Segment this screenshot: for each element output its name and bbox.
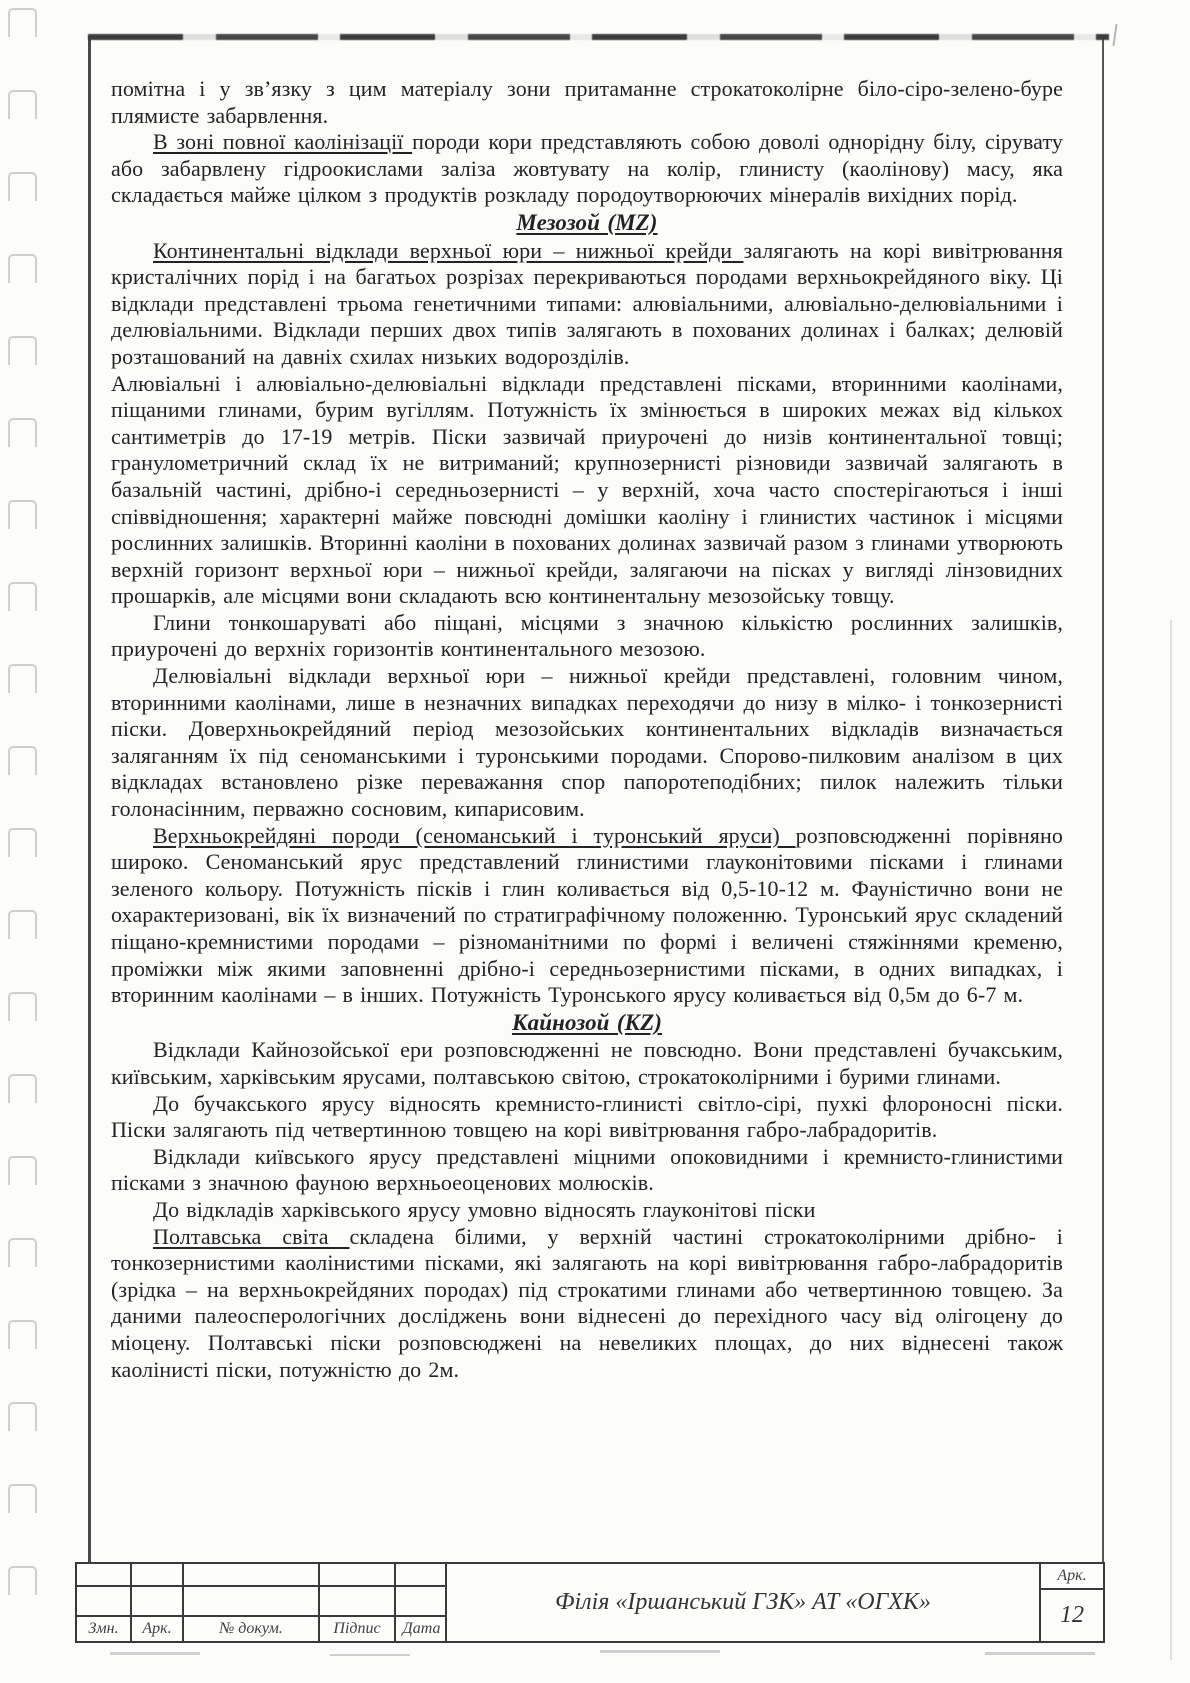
sheet-label: Арк. [1041, 1564, 1103, 1590]
underlined-phrase: Верхньокрейдяні породи (сеноманський і туронський яруси) [153, 822, 796, 848]
paragraph [111, 610, 1063, 663]
binding-mark [8, 254, 37, 283]
paragraph [111, 1197, 1063, 1224]
paragraph [111, 129, 1063, 209]
binding-mark [8, 582, 37, 611]
scan-artifact [110, 1652, 200, 1655]
stamp-label-zmn: Змн. [77, 1615, 132, 1641]
stamp-cell [396, 1585, 447, 1615]
binding-mark [8, 1238, 37, 1267]
binding-mark [8, 90, 37, 119]
underlined-phrase: Континентальні відклади верхньої юри – нижньої крейди [153, 237, 744, 263]
text-content [111, 76, 1063, 1383]
stamp-cell [320, 1585, 396, 1615]
scan-artifact [600, 1650, 720, 1653]
stamp-label-signature: Підпис [320, 1615, 396, 1641]
binding-mark [8, 664, 37, 693]
sheet-number: 12 [1060, 1602, 1084, 1628]
paragraph-text: До відкладів харківського ярусу умовно відносять глауконітові піски [153, 1196, 816, 1222]
paragraph [111, 1224, 1063, 1384]
binding-mark [8, 1566, 37, 1595]
binding-mark [8, 746, 37, 775]
paragraph [111, 1091, 1063, 1144]
binding-mark [8, 500, 37, 529]
paragraph [111, 238, 1063, 371]
binding-mark [8, 336, 37, 365]
paragraph [111, 1144, 1063, 1197]
binding-mark [8, 172, 37, 201]
stamp-cell [77, 1564, 132, 1585]
binding-mark [8, 1320, 37, 1349]
paragraph-text: породи кори представляють собою доволі однорідну білу, сірувату або забарвлену гідроокислами заліза жовтувату на колір, глинисту (каолінову) масу, яка складається майже цілком з продуктів розкладу породоутворюючих мінералів вихідних порід. [111, 129, 1063, 208]
binding-mark [8, 418, 37, 447]
stamp-label-ark: Арк. [132, 1615, 184, 1641]
binding-mark [8, 910, 37, 939]
stamp-cell [184, 1585, 320, 1615]
stamp-label-docnum: № докум. [184, 1615, 320, 1641]
underlined-phrase: Полтавська світа [153, 1223, 350, 1249]
frame-top-border [88, 34, 1109, 40]
section-heading-mesozoic: Мезозой (MZ) [516, 209, 658, 235]
binding-mark [8, 828, 37, 857]
paragraph-text: Делювіальні відклади верхньої юри – нижньої крейди представлені, головним чином, вторинними каолінами, лише в незначних випадках переходячи до низу в мілко- і тонкозернисті піски. Доверхньокрейдяний період мезозойських континентальних відкладів визначається заляганням їх під сеноманськими і туронськими породами. Спорово-пилковим аналізом в цих відкладах встановлено різке переважання спор папоротеподібних; пилок належить тільки голонасінним, перважно сосновим, кипарисовим. [111, 663, 1063, 822]
stamp-cell [77, 1585, 132, 1615]
paragraph-text: розповсюдженні порівняно широко. Сеноманський ярус представлений глинистими глауконітовими пісками і глинами зеленого кольору. Потужність пісків і глин коливається від 0,5-10-12 м. Фауністично вони не охарактеризовані, вік їх визначений по стратиграфічному положенню. Туронський ярус складений піщано-кремнистими породами – різноманітними по формі і величені стяжіннями кременю, проміжки між якими заповненні дрібно-і середньозернистими пісками, в одних випадках, і вторинним каолінами – в інших. Потужність Туронського ярусу коливається від 0,5м до 6-7 м. [111, 822, 1063, 1008]
scan-artifact [330, 1654, 410, 1656]
paragraph [111, 1037, 1063, 1090]
paragraph-text: Відклади Кайнозойської ери розповсюдженні не повсюдно. Вони представлені бучакським, київським, харківським ярусами, полтавською світою, строкатоколірними і бурими глинами. [111, 1037, 1063, 1089]
paragraph [111, 823, 1063, 1009]
binding-mark [8, 8, 37, 37]
organization-name: Філія «Іршанський ГЗК» АТ «ОГХК» [555, 1589, 931, 1615]
binding-mark [8, 1156, 37, 1185]
stamp-cell [396, 1564, 447, 1585]
stamp-cell [320, 1564, 396, 1585]
binding-mark [8, 1402, 37, 1431]
paragraph-text: залягають на корі вивітрювання кристалічних порід і на багатьох розрізах перекриваються породами верхньокрейдяного віку. Ці відклади представлені трьома генетичними типами: алювіальними, алювіально-делювіальними і делювіальними. Відклади перших двох типів залягають в похованих долинах і балках; делювій розташований на давніх схилах низьких водорозділів. [111, 237, 1064, 369]
paragraph [111, 76, 1063, 129]
section-heading-cenozoic: Кайнозой (KZ) [511, 1009, 663, 1035]
binding-mark [8, 992, 37, 1021]
stamp-cell [132, 1585, 184, 1615]
page-frame [88, 36, 1104, 1643]
paragraph [111, 371, 1063, 610]
stamp-cell [184, 1564, 320, 1585]
scan-edge-shadow [1170, 620, 1172, 1660]
scan-artifact [985, 1652, 1095, 1655]
sheet-number-block [1039, 1564, 1103, 1641]
title-block [75, 1562, 1105, 1643]
scan-artifact [1112, 24, 1117, 46]
binding-mark [8, 1484, 37, 1513]
paragraph-text: До бучакського ярусу відносять кремнисто-глинисті світло-сірі, пухкі флороносні піски. Піски залягають під четвертинною товщею на корі вивітрювання габро-лабрадоритів. [111, 1090, 1063, 1143]
paragraph-text: складена білими, у верхній частині строкатоколірними дрібно- і тонкозернистими каолінистими пісками, які залягають на корі вивітрювання габро-лабрадоритів (зрідка – на верхньокрейдяних породах) під строкатими глинами або четвертинною товщею. За даними палеосперологічних досліджень вони віднесені до перехідного часу від олігоцену до міоцену. Полтавські піски розповсюджені на невеликих площах, до них віднесені також каолінисті піски, потужністю до 2м. [111, 1223, 1064, 1382]
binding-mark [8, 1074, 37, 1103]
paragraph-text: Глини тонкошаруваті або піщані, місцями з значною кількістю рослинних залишків, приурочені до верхніх горизонтів континентального мезозою. [111, 609, 1063, 662]
title-block-grid [77, 1564, 447, 1641]
paragraph-text: Алювіальні і алювіально-делювіальні відклади представлені пісками, вторинними каолінами, піщаними глинами, бурим вугіллям. Потужність їх змінюється в широких межах від кількох сантиметрів до 17-19 метрів. Піски зазвичай приурочені до низів континентальної товщі; гранулометричний склад їх не витриманий; крупнозернисті різновиди зазвичай залягають в базальній частині, дрібно-і середньозернисті – у верхній, хоча часто спостерігаються і інші співвідношення; характерні майже повсюдні домішки каоліну і глинистих частинок і місцями рослинних залишків. Вторинні каоліни в похованих долинах зазвичай разом з глинами утворюють верхній горизонт верхньої юри – нижньої крейди, залягаючи на пісках у вигляді лінзовидних прошарків, але місцями вони складають всю континентальну мезозойську товщу. [111, 370, 1063, 609]
paragraph-text: Відклади київського ярусу представлені міцними опоковидними і кремнисто-глинистими пісками з значною фауною верхньоеоценових молюсків. [111, 1143, 1063, 1196]
paragraph [111, 663, 1063, 823]
stamp-label-date: Дата [396, 1615, 447, 1641]
paragraph-text: помітна і у зв’язку з цим матеріалу зони притаманне строкатоколірне біло-сіро-зелено-буре плямисте забарвлення. [111, 76, 1063, 128]
underlined-phrase: В зоні повної каолінізації [153, 129, 413, 155]
stamp-cell [132, 1564, 184, 1585]
